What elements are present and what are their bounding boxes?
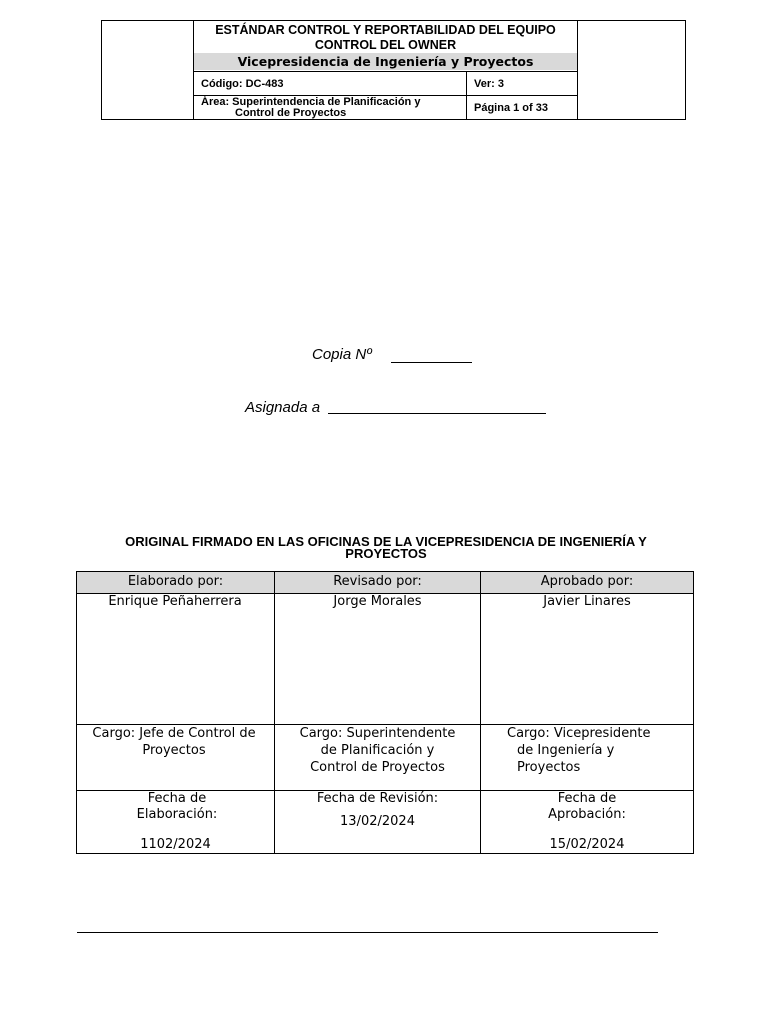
logo-right-cell — [577, 21, 685, 119]
fecha-aprobado-value: 15/02/2024 — [549, 837, 625, 852]
cargo-revisado-line1: Cargo: Superintendente — [299, 726, 456, 741]
header-row-codigo — [194, 71, 577, 95]
asignada-blank-line — [328, 413, 546, 414]
cargo-elaborado-cell — [77, 725, 275, 791]
header-row-area — [194, 95, 577, 119]
signature-fecha-row — [77, 791, 694, 854]
area-line2: Control de Proyectos — [235, 107, 347, 119]
fecha-aprobado-label: Fecha de Aprobación: — [548, 791, 626, 822]
name-aprobado: Javier Linares — [481, 594, 694, 725]
signature-cargo-row — [77, 725, 694, 791]
cargo-aprobado-line3: Proyectos — [517, 760, 581, 775]
cargo-revisado-cell — [275, 725, 481, 791]
document-header — [101, 20, 686, 120]
codigo-text: Código: DC-483 — [194, 72, 467, 95]
header-title-line2: CONTROL DEL OWNER — [314, 38, 457, 52]
logo-left-cell — [102, 21, 194, 119]
name-revisado: Jorge Morales — [275, 594, 481, 725]
original-line1: ORIGINAL FIRMADO EN LAS OFICINAS DE LA VICEPRESIDENCIA DE INGENIERÍA Y — [125, 534, 647, 549]
header-subtitle: Vicepresidencia de Ingeniería y Proyectos — [194, 53, 577, 70]
pagina-text: Página 1 of 33 — [474, 102, 548, 114]
area-text — [194, 96, 467, 119]
original-firmado-notice — [95, 536, 677, 560]
fecha-aprobado-cell — [481, 791, 694, 854]
header-title-line1: ESTÁNDAR CONTROL Y REPORTABILIDAD DEL EQUIPO — [215, 23, 556, 37]
area-line1: Área: Superintendencia de Planificación y — [201, 96, 421, 108]
cargo-revisado-line2: de Planificación y — [320, 743, 435, 758]
cargo-aprobado-cell — [481, 725, 694, 791]
header-elaborado: Elaborado por: — [77, 572, 275, 594]
header-title — [194, 21, 577, 53]
cargo-aprobado-line2: de Ingeniería y — [517, 743, 615, 758]
copia-blank-line — [391, 362, 472, 363]
signature-header-row — [77, 572, 694, 594]
fecha-revisado-label: Fecha de Revisión: — [316, 791, 439, 806]
cargo-revisado-line3: Control de Proyectos — [310, 760, 445, 775]
fecha-elaborado-cell — [77, 791, 275, 854]
asignada-label: Asignada a — [245, 399, 321, 416]
cargo-elaborado: Cargo: Jefe de Control de Proyectos — [92, 726, 256, 758]
copia-label: Copia Nº — [312, 346, 372, 363]
original-line2: PROYECTOS — [345, 546, 427, 561]
fecha-revisado-cell — [275, 791, 481, 854]
footer-divider — [77, 932, 658, 933]
fecha-elaborado-label: Fecha de Elaboración: — [136, 791, 218, 822]
name-elaborado: Enrique Peñaherrera — [108, 594, 242, 609]
cargo-aprobado-line1: Cargo: Vicepresidente — [507, 726, 651, 741]
signature-table — [76, 571, 694, 854]
signature-names-row — [77, 594, 694, 725]
fecha-revisado-value: 13/02/2024 — [340, 814, 415, 829]
header-revisado: Revisado por: — [275, 572, 481, 594]
fecha-elaborado-value: 1102/2024 — [140, 837, 211, 852]
version-text: Ver: 3 — [474, 78, 504, 90]
name-elaborado-cell — [77, 594, 275, 725]
header-aprobado: Aprobado por: — [481, 572, 694, 594]
